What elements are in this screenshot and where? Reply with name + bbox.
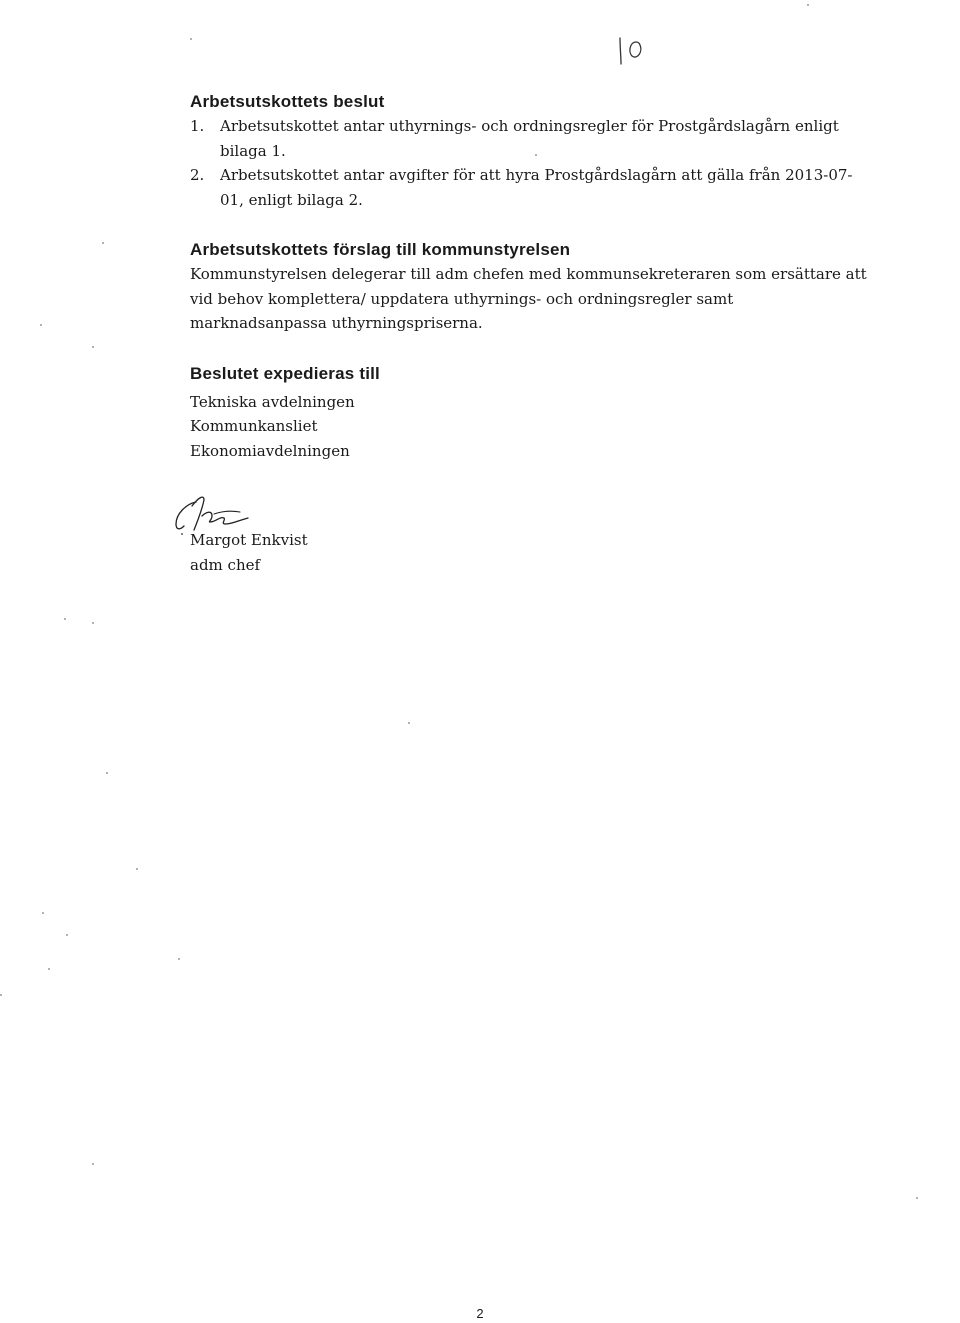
scan-speck xyxy=(92,1163,94,1165)
decision-item-number: 2. xyxy=(190,166,205,184)
signer-name: Margot Enkvist xyxy=(190,531,308,549)
handwritten-page-number xyxy=(610,30,650,70)
signer-block xyxy=(190,528,308,577)
document-body xyxy=(190,90,870,463)
decision-item-text: Arbetsutskottet antar uthyrnings- och ordningsregler för Prostgårdslagårn enligt bilaga 1. xyxy=(220,117,839,160)
proposal-heading: Arbetsutskottets förslag till kommunstyrelsen xyxy=(190,240,571,259)
decision-item-text: Arbetsutskottet antar avgifter för att hyra Prostgårdslagårn att gälla från 2013-07-01, enligt bilaga 2. xyxy=(220,166,853,209)
scan-speck xyxy=(64,618,66,620)
scan-speck xyxy=(92,346,94,348)
scan-speck xyxy=(66,934,68,936)
decision-item-number: 1. xyxy=(190,117,205,135)
proposal-text: Kommunstyrelsen delegerar till adm chefen med kommunsekreteraren som ersättare att vid behov komplettera/ uppdatera uthyrnings- och ordningsregler samt marknadsanpassa uthyrningspriserna. xyxy=(190,265,867,332)
recipient-item: Tekniska avdelningen xyxy=(190,392,355,411)
signer-title: adm chef xyxy=(190,555,261,574)
decision-list xyxy=(190,114,870,212)
decision-item xyxy=(190,114,870,163)
distribution-heading: Beslutet expedieras till xyxy=(190,363,380,383)
scan-speck xyxy=(916,1197,918,1199)
recipient-item: Ekonomiavdelningen xyxy=(190,441,350,460)
scan-speck xyxy=(136,868,138,870)
distribution-section xyxy=(190,362,870,464)
scan-speck xyxy=(42,912,44,914)
scan-speck xyxy=(408,722,410,724)
scan-speck xyxy=(48,968,50,970)
scan-speck xyxy=(106,772,108,774)
page-number: 2 xyxy=(476,1306,484,1321)
scan-speck xyxy=(92,622,94,624)
decision-heading: Arbetsutskottets beslut xyxy=(190,92,385,111)
scan-speck xyxy=(40,324,42,326)
proposal-section xyxy=(190,238,870,336)
scan-speck xyxy=(178,958,180,960)
scan-speck xyxy=(190,38,192,40)
scan-speck xyxy=(102,242,104,244)
recipient-list xyxy=(190,390,870,464)
decision-section xyxy=(190,90,870,212)
scan-speck xyxy=(0,994,2,996)
decision-item xyxy=(190,163,870,212)
scan-speck xyxy=(807,4,809,6)
recipient-item: Kommunkansliet xyxy=(190,417,318,435)
scan-speck xyxy=(535,154,537,156)
